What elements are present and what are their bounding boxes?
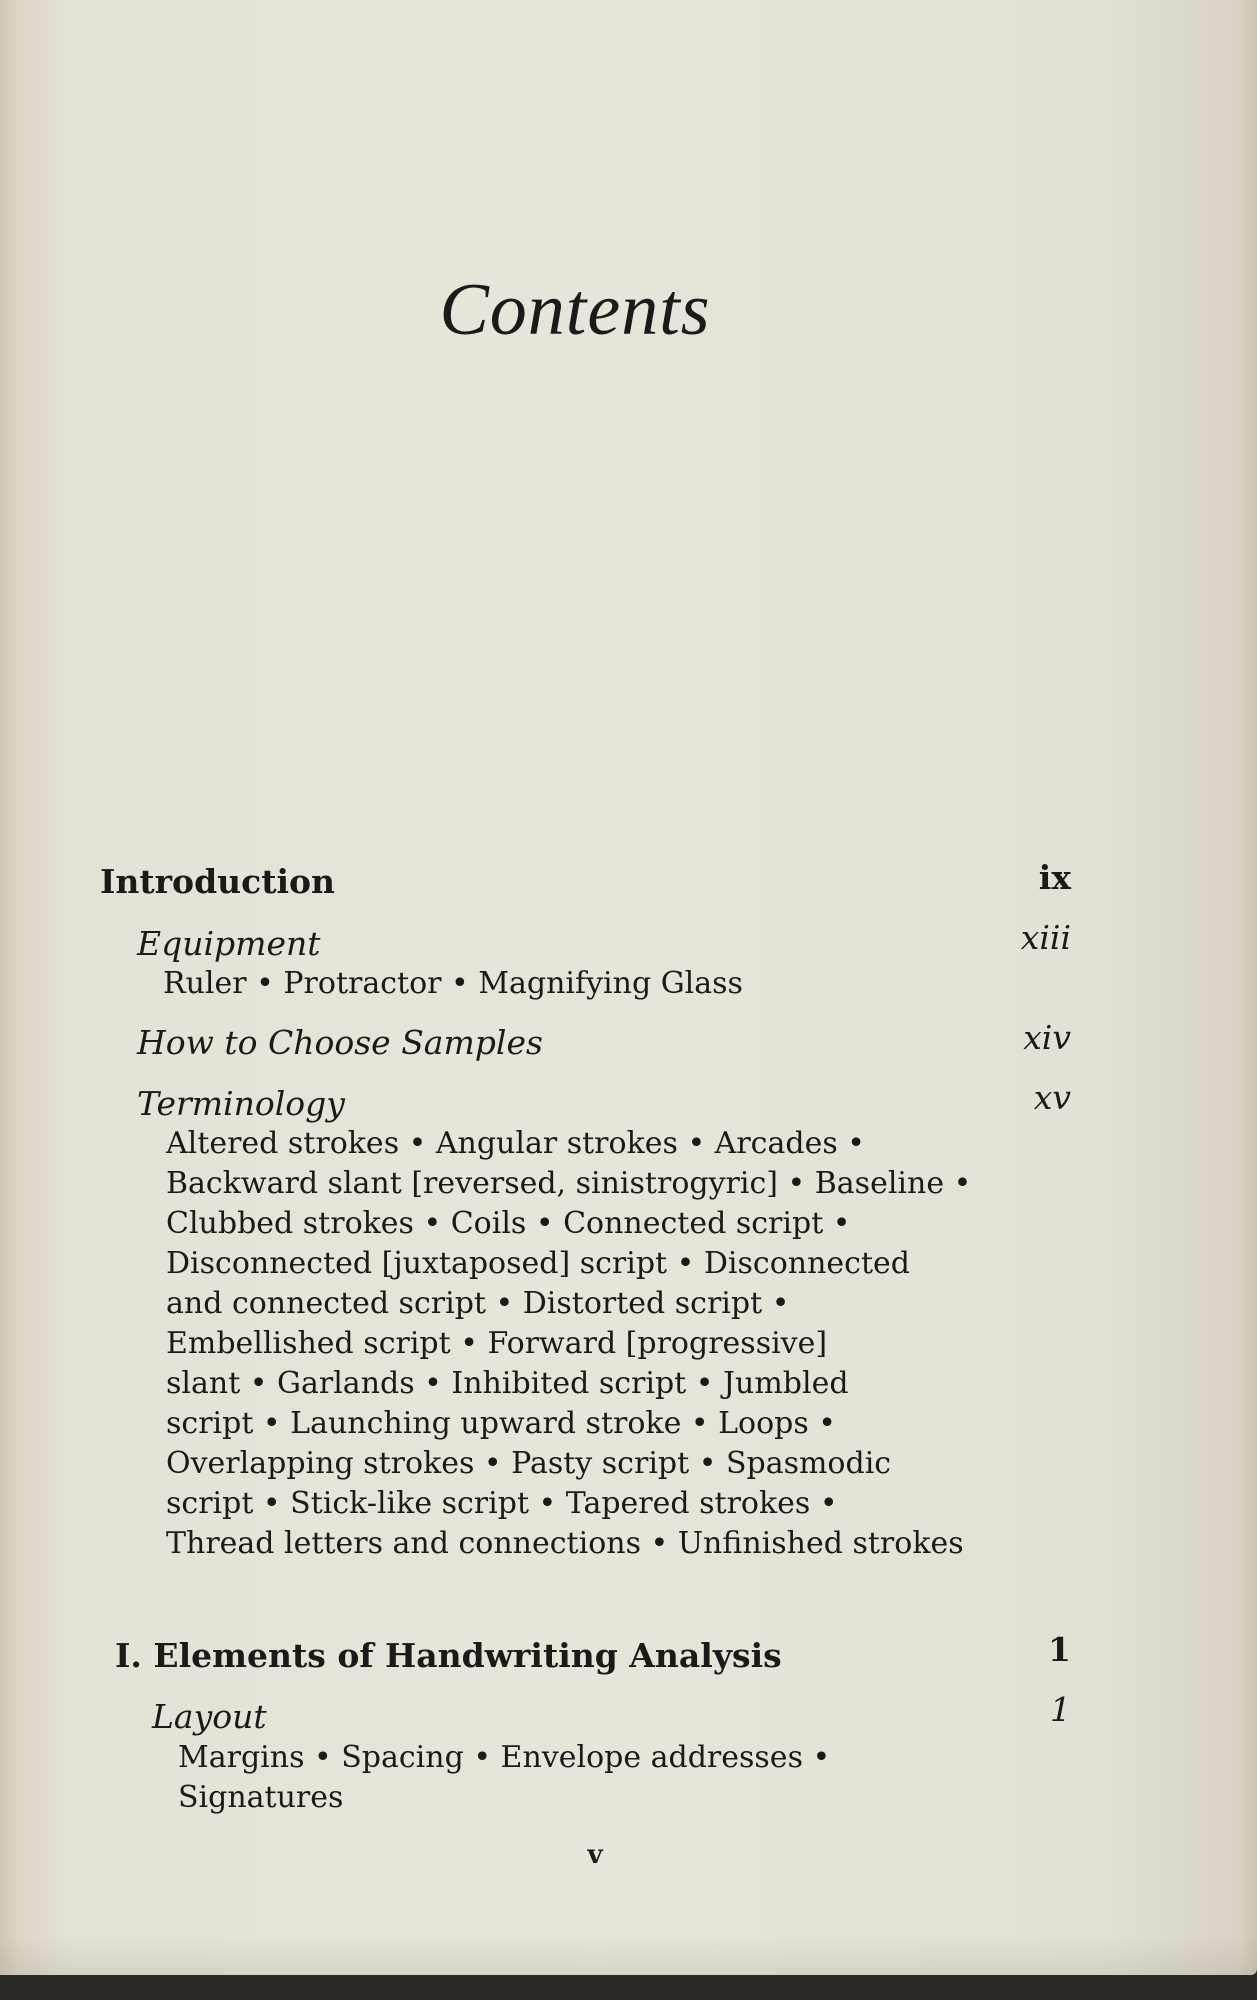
- toc-page-terminology: xv: [1033, 1078, 1071, 1117]
- toc-entry-layout: Layout: [152, 1697, 267, 1736]
- toc-page-layout: 1: [1050, 1690, 1071, 1729]
- toc-page-introduction: ix: [1038, 858, 1071, 897]
- page-title: Contents: [439, 269, 711, 351]
- layout-topics: [178, 1738, 830, 1818]
- equipment-topics: [163, 964, 743, 1004]
- topic-line: script • Launching upward stroke • Loops •: [166, 1406, 836, 1441]
- topic-line: Disconnected [juxtaposed] script • Disconnected: [166, 1246, 910, 1281]
- topic-line: Margins • Spacing • Envelope addresses •: [178, 1740, 831, 1775]
- topic-line: Thread letters and connections • Unfinished strokes: [166, 1526, 964, 1561]
- terminology-topics: [166, 1124, 971, 1564]
- toc-entry-terminology: Terminology: [137, 1084, 345, 1123]
- topic-line: Overlapping strokes • Pasty script • Spasmodic: [166, 1446, 892, 1481]
- topic-line: and connected script • Distorted script •: [166, 1286, 790, 1321]
- topic-line: Altered strokes • Angular strokes • Arcades •: [166, 1126, 865, 1161]
- topic-line: Clubbed strokes • Coils • Connected script •: [166, 1206, 851, 1241]
- toc-entry-introduction: Introduction: [100, 862, 336, 901]
- toc-page-chapter-1: 1: [1048, 1630, 1071, 1669]
- page-number: v: [587, 1840, 603, 1870]
- topic-line: slant • Garlands • Inhibited script • Jumbled: [166, 1366, 849, 1401]
- topic-line: Embellished script • Forward [progressive]: [166, 1326, 828, 1361]
- topic-line: Ruler • Protractor • Magnifying Glass: [163, 966, 743, 1001]
- topic-line: Signatures: [178, 1780, 344, 1815]
- toc-entry-how-to-choose-samples: How to Choose Samples: [137, 1023, 543, 1062]
- toc-page-how-to-choose-samples: xiv: [1023, 1018, 1071, 1057]
- toc-entry-equipment: Equipment: [137, 924, 321, 963]
- topic-line: Backward slant [reversed, sinistrogyric] • Baseline •: [166, 1166, 972, 1201]
- toc-entry-chapter-1: I. Elements of Handwriting Analysis: [115, 1636, 782, 1675]
- topic-line: script • Stick-like script • Tapered strokes •: [166, 1486, 838, 1521]
- toc-page-equipment: xiii: [1020, 918, 1071, 957]
